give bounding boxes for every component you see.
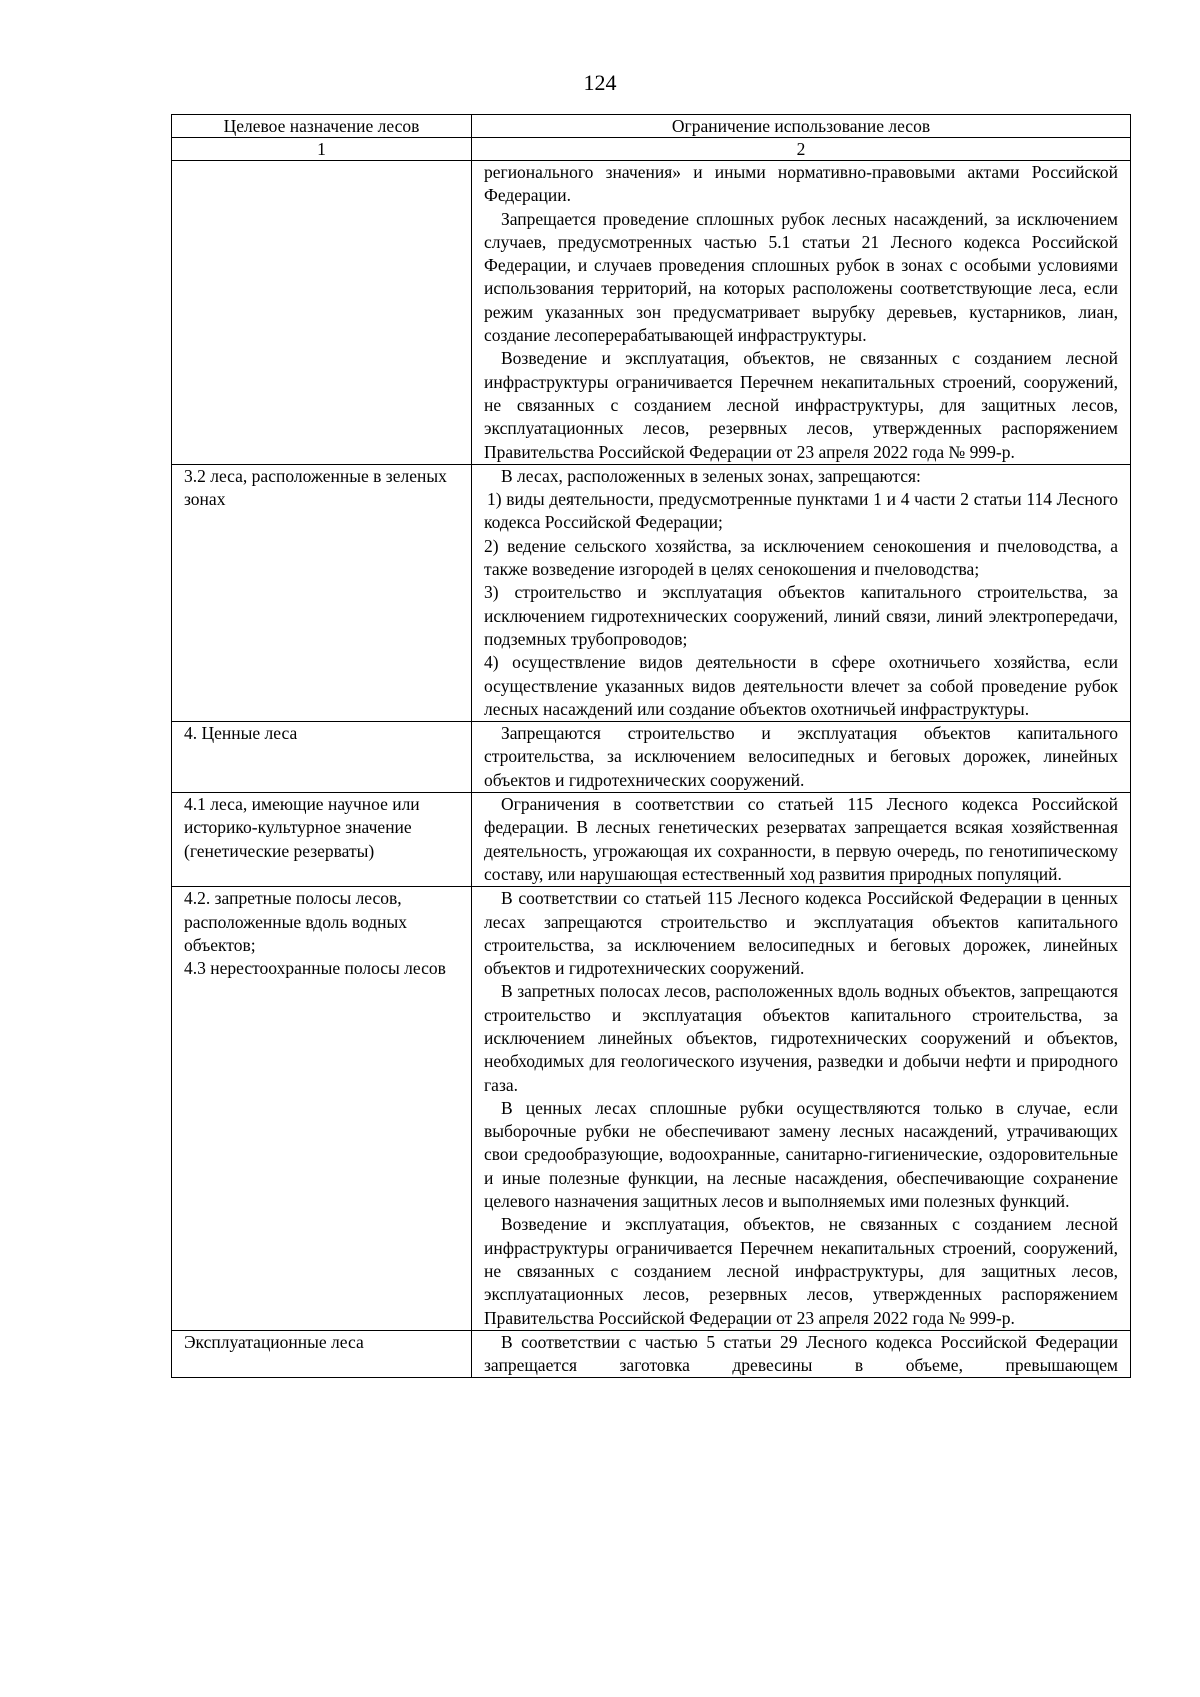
header-purpose: Целевое назначение лесов [172,115,472,138]
category-cell [172,887,472,1331]
category-label: 4.2. запретные полосы лесов, расположенные вдоль водных объектов; [184,888,407,955]
column-number-2: 2 [472,138,1131,161]
restriction-paragraph: Возведение и эксплуатация, объектов, не связанных с созданием лесной инфраструктуры ограничивается Перечнем некапитальных строений, сооружений, не связанных с созданием лесной инфраструктуры, для защитных лесов, эксплуатационных лесов, резервных лесов, утвержденных распоряжением Правительства Российской Федерации от 23 апреля 2022 года № 999-р. [484,1214,1118,1328]
category-label: 4.3 нерестоохранные полосы лесов [184,958,446,979]
column-number-1: 1 [172,138,472,161]
table-header-row [172,115,1131,138]
restriction-paragraph: Ограничения в соответствии со статьей 115 Лесного кодекса Российской федерации. В лесных генетических резерватах запрещается всякая хозяйственная деятельность, угрожающая их сохранности, в первую очередь, по генотипическому составу, или нарушающая естественный ход развития природных популяций. [484,794,1118,884]
category-cell: Эксплуатационные леса [172,1330,472,1378]
restriction-paragraph: 4) осуществление видов деятельности в сфере охотничьего хозяйства, если осуществление указанных видов деятельности влечет за собой проведение рубок лесных насаждений или создание объектов охотничьей инфраструктуры. [484,652,1118,719]
restriction-paragraph: В ценных лесах сплошные рубки осуществляются только в случае, если выборочные рубки не обеспечивают замену лесных насаждений, утрачивающих свои средообразующие, водоохранные, санитарно-гигиенические, оздоровительные и иные полезные функции, на лесные насаждения, обеспечивающие сохранение целевого назначения защитных лесов и выполняемых ими полезных функций. [484,1097,1118,1212]
restriction-cell [472,464,1131,721]
restriction-cell [472,887,1131,1331]
table-row [172,464,1131,721]
restriction-paragraph: В соответствии со статьей 115 Лесного кодекса Российской Федерации в ценных лесах запрещаются строительство и эксплуатация объектов капитального строительства, за исключением велосипедных и беговых дорожек, линейных объектов и гидротехнических сооружений. [484,888,1118,979]
table-row [172,887,1131,1331]
category-cell: 3.2 леса, расположенные в зеленых зонах [172,464,472,721]
restriction-paragraph: В лесах, расположенных в зеленых зонах, запрещаются: [501,465,921,486]
restriction-paragraph: Запрещается проведение сплошных рубок лесных насаждений, за исключением случаев, предусмотренных частью 5.1 статьи 21 Лесного кодекса Российской Федерации, и случаев проведения сплошных рубок в зонах с особыми условиями использования территорий, на которых расположены соответствующие леса, если режим указанных зон предусматривает вырубку деревьев, кустарников, лиан, создание лесоперерабатывающей инфраструктуры. [484,208,1118,346]
table-column-numbers-row [172,138,1131,161]
table-row [172,722,1131,793]
header-restrictions: Ограничение использование лесов [472,115,1131,138]
forest-restrictions-table [171,114,1131,1378]
page-number: 124 [583,70,617,95]
restriction-paragraph: В соответствии с частью 5 статьи 29 Лесного кодекса Российской Федерации запрещается заготовка древесины в объеме, превышающем [484,1331,1118,1376]
restriction-cell [472,793,1131,887]
restriction-cell [472,722,1131,793]
table-row [172,793,1131,887]
category-cell [172,161,472,465]
category-cell: 4. Ценные леса [172,722,472,793]
restriction-paragraph: Запрещаются строительство и эксплуатация объектов капитального строительства, за исключением велосипедных и беговых дорожек, линейных объектов и гидротехнических сооружений. [484,723,1118,790]
category-cell: 4.1 леса, имеющие научное или историко-культурное значение (генетические резерваты) [172,793,472,887]
restriction-paragraph: 2) ведение сельского хозяйства, за исключением сенокошения и пчеловодства, а также возведение изгородей в целях сенокошения и пчеловодства; [484,535,1118,580]
table-row [172,161,1131,465]
restriction-cell [472,1330,1131,1378]
restriction-cell [472,161,1131,465]
restriction-paragraph: 3) строительство и эксплуатация объектов капитального строительства, за исключением гидротехнических сооружений, линий связи, линий электропередачи, подземных трубопроводов; [484,582,1118,649]
restriction-paragraph: 1) виды деятельности, предусмотренные пунктами 1 и 4 части 2 статьи 114 Лесного кодекса Российской Федерации; [484,489,1118,533]
restriction-paragraph: Возведение и эксплуатация, объектов, не связанных с созданием лесной инфраструктуры ограничивается Перечнем некапитальных строений, сооружений, не связанных с созданием лесной инфраструктуры, для защитных лесов, эксплуатационных лесов, резервных лесов, утвержденных распоряжением Правительства Российской Федерации от 23 апреля 2022 года № 999-р. [484,348,1118,462]
restriction-paragraph: В запретных полосах лесов, расположенных вдоль водных объектов, запрещаются строительство и эксплуатация объектов капитального строительства, за исключением линейных объектов, гидротехнических сооружений и объектов, необходимых для геологического изучения, разведки и добычи нефти и природного газа. [484,981,1118,1095]
table-row [172,1330,1131,1378]
restriction-paragraph: регионального значения» и иными нормативно-правовыми актами Российской Федерации. [484,162,1118,206]
